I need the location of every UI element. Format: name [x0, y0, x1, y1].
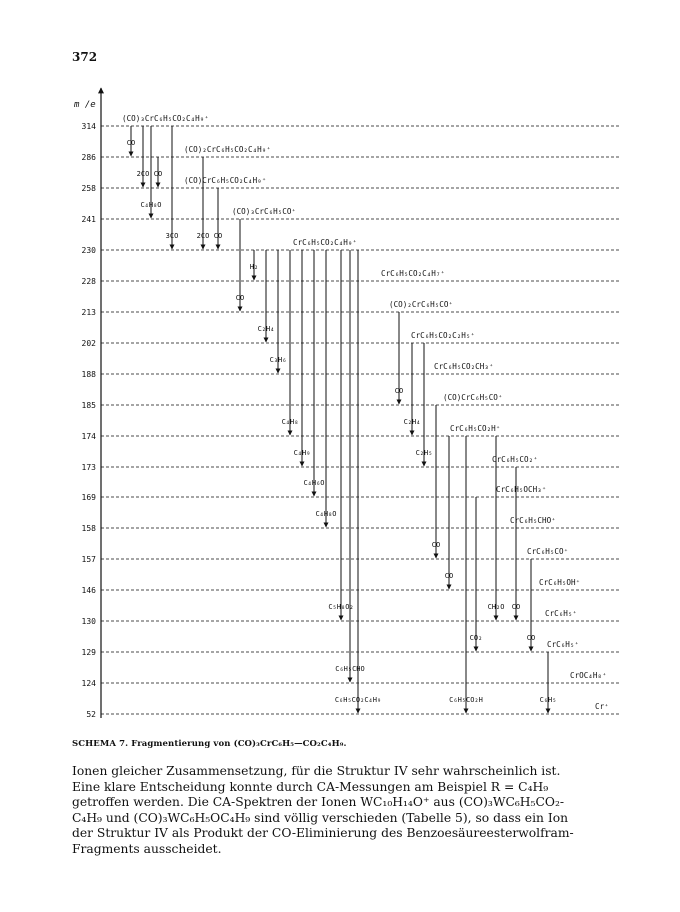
ion-label: CrC₆H₅CO₂⁺: [492, 455, 538, 464]
neutral-loss-label: CO: [394, 387, 404, 395]
ion-label: CrC₆H₅OH⁺: [539, 578, 581, 587]
mz-tick-label: 314: [81, 122, 96, 131]
neutral-loss-label: CO: [431, 541, 441, 549]
neutral-loss-label: CO: [511, 603, 521, 611]
mz-tick-label: 158: [81, 524, 96, 533]
neutral-loss-label: C₆H₅: [539, 696, 557, 704]
mz-tick-label: 169: [81, 493, 96, 502]
ion-label: CrC₆H₅CO₂H⁺: [450, 424, 501, 433]
ion-label: (CO)₃CrC₆H₅CO⁺: [232, 207, 297, 216]
caption-label: SCHEMA 7.: [72, 739, 129, 749]
neutral-loss-label: CO: [526, 634, 536, 642]
mz-tick-label: 188: [81, 370, 96, 379]
mz-tick-label: 241: [81, 215, 96, 224]
body-line: getroffen werden. Die CA-Spektren der Ionen WC₁₀H₁₄O⁺ aus (CO)₃WC₆H₅CO₂-: [72, 795, 565, 810]
neutral-loss-label: CO: [235, 294, 245, 302]
body-line: Ionen gleicher Zusammensetzung, für die Struktur IV sehr wahrscheinlich ist.: [72, 764, 561, 778]
neutral-loss-label: C₆H₅CHO: [335, 665, 365, 673]
mz-tick-label: 146: [81, 586, 96, 595]
neutral-loss-label: C₄H₈O: [140, 201, 162, 209]
caption-text: Fragmentierung von (CO)₃CrC₆H₅—CO₂C₄H₉.: [131, 739, 347, 749]
neutral-loss-label: 2CO: [196, 232, 210, 240]
mz-tick-label: 213: [81, 308, 96, 317]
mz-tick-label: 228: [81, 277, 96, 286]
mz-tick-label: 174: [81, 432, 96, 441]
neutral-loss-label: CO: [444, 572, 454, 580]
mz-tick-label: 157: [81, 555, 96, 564]
neutral-loss-label: C₂H₅: [415, 449, 433, 457]
ion-label: CrOC₄H₈⁺: [570, 671, 607, 680]
mz-tick-label: 129: [81, 648, 96, 657]
neutral-loss-label: CO₂: [469, 634, 483, 642]
neutral-loss-label: CO: [126, 139, 136, 147]
page-number: 372: [72, 50, 98, 64]
ion-label: (CO)₂CrC₆H₅CO⁺: [389, 300, 454, 309]
mz-tick-label: 202: [81, 339, 96, 348]
neutral-loss-label: C₂H₄: [257, 325, 275, 333]
mz-tick-label: 52: [86, 710, 96, 719]
neutral-loss-label: CH₂O: [487, 603, 505, 611]
ion-label: CrC₆H₅⁺: [547, 640, 580, 649]
ion-label: CrC₆H₅CO₂C₂H₅⁺: [411, 331, 476, 340]
ion-label: CrC₆H₅CO₂C₄H₉⁺: [293, 238, 358, 247]
neutral-loss-label: C₆H₅CO₂C₄H₉: [334, 696, 382, 704]
body-line: C₄H₉ und (CO)₃WC₆H₅OC₄H₉ sind völlig verschieden (Tabelle 5), so dass ein Ion: [72, 810, 569, 825]
neutral-loss-label: C₄H₆O: [303, 479, 325, 487]
neutral-loss-label: CO: [213, 232, 223, 240]
mz-tick-label: 230: [81, 246, 96, 255]
ion-label: CrC₆H₅CO⁺: [527, 547, 569, 556]
axis-label: m /e: [74, 100, 96, 110]
ion-label: (CO)₃CrC₆H₅CO₂C₄H₉⁺: [122, 114, 209, 123]
figure-caption: [72, 739, 347, 749]
ion-label: (CO)₂CrC₆H₅CO₂C₄H₉⁺: [184, 145, 271, 154]
neutral-loss-label: C₄H₈: [281, 418, 299, 426]
neutral-loss-label: H₂: [249, 263, 259, 271]
neutral-loss-label: C₂H₄: [403, 418, 421, 426]
mz-tick-label: 258: [81, 184, 96, 193]
ion-label: Cr⁺: [595, 702, 609, 711]
mz-tick-label: 173: [81, 463, 96, 472]
neutral-loss-label: C₅H₈O₂: [328, 603, 354, 611]
ion-label: (CO)CrC₆H₅CO⁺: [443, 393, 503, 402]
ion-label: CrC₆H₅OCH₃⁺: [496, 485, 547, 494]
mz-tick-label: 130: [81, 617, 96, 626]
ion-label: CrC₆H₅CHO⁺: [510, 516, 556, 525]
neutral-loss-label: C₆H₅CO₂H: [449, 696, 483, 704]
neutral-loss-label: 3CO: [165, 232, 179, 240]
mz-tick-label: 286: [81, 153, 96, 162]
body-paragraph: [72, 764, 620, 858]
neutral-loss-label: C₃H₆: [269, 356, 287, 364]
ion-label: CrC₆H₅CO₂CH₃⁺: [434, 362, 494, 371]
mz-tick-label: 185: [81, 401, 96, 410]
ion-label: CrC₆H₅⁺: [545, 609, 578, 618]
body-line: der Struktur IV als Produkt der CO-Eliminierung des Benzoesäureesterwolfram-: [72, 826, 574, 841]
ion-label: CrC₆H₅CO₂C₄H₇⁺: [381, 269, 446, 278]
mz-tick-label: 124: [81, 679, 96, 688]
neutral-loss-label: C₄H₉: [293, 449, 311, 457]
body-line: Fragments ausscheidet.: [72, 841, 222, 856]
neutral-loss-label: 2CO: [136, 170, 150, 178]
neutral-loss-label: CO: [153, 170, 163, 178]
neutral-loss-label: C₄H₈O: [315, 510, 337, 518]
body-line: Eine klare Entscheidung konnte durch CA-Messungen am Beispiel R = C₄H₉: [72, 779, 549, 794]
ion-label: (CO)CrC₆H₅CO₂C₄H₉⁺: [184, 176, 267, 185]
